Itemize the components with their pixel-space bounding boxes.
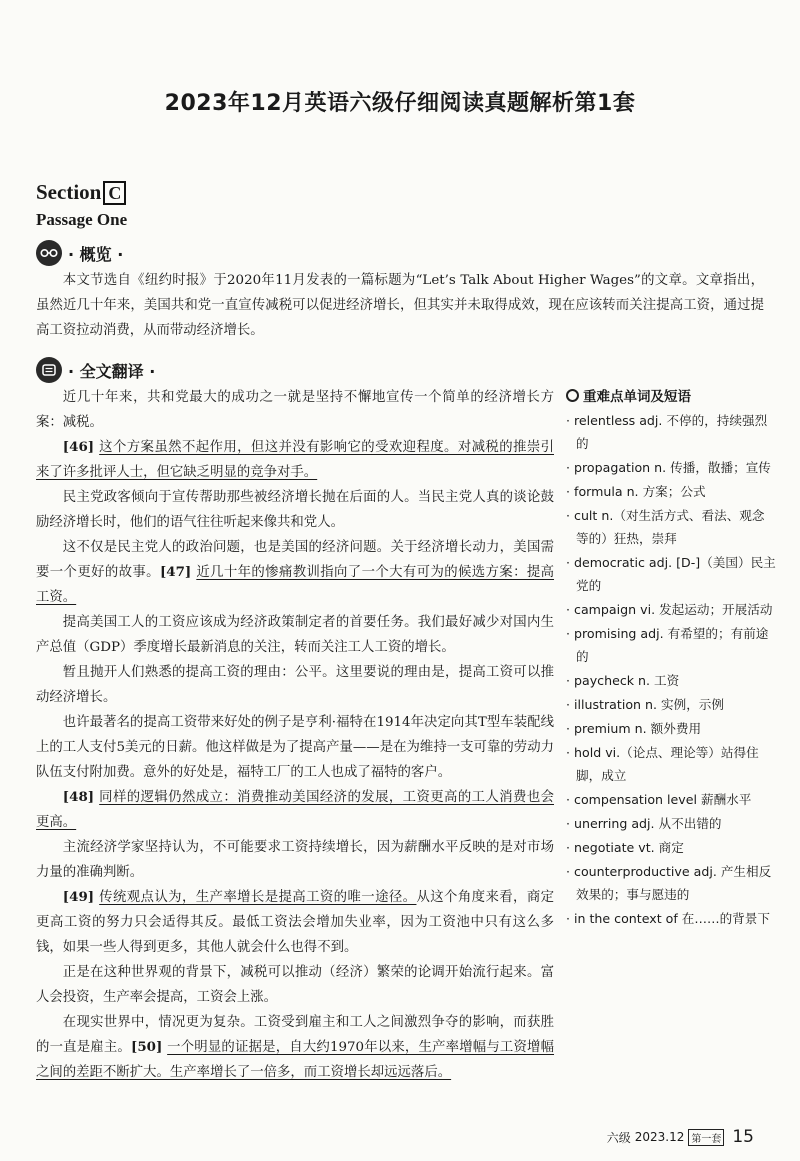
paragraph-text: 民主党政客倾向于宣传帮助那些被经济增长抛在后面的人。当民主党人真的谈论鼓励经济增长时，他们的语气往往听起来像共和党人。	[36, 490, 554, 530]
translation-paragraph	[36, 710, 554, 785]
page-title: 2023年12月英语六级仔细阅读真题解析第1套	[164, 91, 636, 116]
vocab-item: · negotiate vt. 商定	[566, 836, 776, 859]
answer-underlined-text: 近几十年的惨痛教训指向了一个大有可为的候选方案：提高工资。	[36, 565, 555, 605]
vocab-item: · cult n.（对生活方式、看法、观念等的）狂热，崇拜	[566, 504, 776, 550]
paragraph-text: 近几十年来，共和党最大的成功之一就是坚持不懈地宣传一个简单的经济增长方案：减税。	[36, 390, 554, 430]
vocab-item: · propagation n. 传播，散播；宣传	[566, 456, 776, 479]
answer-underlined-text: 传统观点认为，生产率增长是提高工资的唯一途径。	[99, 890, 417, 905]
page-footer	[607, 1127, 754, 1147]
document-icon	[36, 357, 62, 383]
vocab-item: · counterproductive adj. 产生相反效果的；事与愿违的	[566, 860, 776, 906]
translation-paragraph	[36, 385, 554, 435]
target-icon	[566, 389, 579, 402]
overview-header	[36, 240, 123, 266]
vocab-heading: 重难点单词及短语	[583, 389, 691, 405]
question-number: [47]	[159, 564, 197, 580]
translation-paragraph	[36, 1010, 554, 1085]
vocab-item: · relentless adj. 不停的，持续强烈的	[566, 409, 776, 455]
vocab-item: · compensation level 薪酬水平	[566, 788, 776, 811]
passage-heading: Passage One	[36, 210, 128, 229]
translation-paragraph	[36, 485, 554, 535]
footer-set: 第一套	[688, 1129, 724, 1146]
translation-paragraph	[36, 435, 554, 485]
question-number: [49]	[62, 889, 100, 905]
answer-underlined-text: 同样的逻辑仍然成立：消费推动美国经济的发展，工资更高的工人消费也会更高。	[36, 790, 554, 830]
question-number: [48]	[62, 789, 100, 805]
section-heading	[36, 180, 126, 205]
vocab-sidebar	[566, 385, 776, 931]
translation-paragraph	[36, 660, 554, 710]
section-letter-box: C	[103, 181, 126, 205]
vocab-item: · democratic adj. [D-]（美国）民主党的	[566, 551, 776, 597]
vocab-item: · hold vi.（论点、理论等）站得住脚，成立	[566, 741, 776, 787]
translation-paragraph	[36, 785, 554, 835]
glasses-icon	[36, 240, 62, 266]
translation-body	[36, 385, 554, 1085]
vocab-item: · formula n. 方案；公式	[566, 480, 776, 503]
vocab-item: · illustration n. 实例，示例	[566, 693, 776, 716]
section-label: Section	[36, 180, 102, 204]
question-number: [46]	[62, 439, 100, 455]
answer-underlined-text: 一个明显的证据是，自大约1970年以来，生产率增幅与工资增幅之间的差距不断扩大。生产率增长了一倍多，而工资增长却远远落后。	[36, 1040, 555, 1080]
paragraph-text: 在现实世界中，情况更为复杂。工资受到雇主和工人之间激烈争夺的影响，而获胜的一直是雇主。	[36, 1015, 554, 1055]
translation-paragraph	[36, 610, 554, 660]
vocab-item: · premium n. 额外费用	[566, 717, 776, 740]
paragraph-text: 正是在这种世界观的背景下，减税可以推动（经济）繁荣的论调开始流行起来。富人会投资，生产率会提高，工资会上涨。	[36, 965, 554, 1005]
translation-paragraph	[36, 885, 554, 960]
paragraph-text: 提高美国工人的工资应该成为经济政策制定者的首要任务。我们最好减少对国内生产总值（GDP）季度增长最新消息的关注，转而关注工人工资的增长。	[36, 615, 554, 655]
overview-text: 本文节选自《纽约时报》于2020年11月发表的一篇标题为“Let’s Talk About Higher Wages”的文章。文章指出，虽然近几十年来，美国共和党一直宣传减税可以促进经济增长，但其实并未取得成效，现在应该转而关注提高工资，通过提高工资拉动消费，从而带动经济增长。	[36, 273, 764, 338]
overview-heading: · 概览 ·	[68, 244, 124, 264]
vocab-header	[566, 385, 776, 405]
vocab-item: · in the context of 在……的背景下	[566, 907, 776, 930]
vocab-item: · campaign vi. 发起运动；开展活动	[566, 598, 776, 621]
paragraph-text: 从这个角度来看，商定更高工资的努力只会适得其反。最低工资法会增加失业率，因为工资池中只有这么多钱，如果一些人得到更多，其他人就会什么也得不到。	[36, 890, 555, 955]
translation-paragraph	[36, 835, 554, 885]
translation-paragraph	[36, 960, 554, 1010]
paragraph-text: 暂且抛开人们熟悉的提高工资的理由：公平。这里要说的理由是，提高工资可以推动经济增长。	[36, 665, 554, 705]
translation-paragraph	[36, 535, 554, 610]
vocab-item: · promising adj. 有希望的；有前途的	[566, 622, 776, 668]
paragraph-text: 主流经济学家坚持认为，不可能要求工资持续增长，因为薪酬水平反映的是对市场力量的准确判断。	[36, 840, 554, 880]
question-number: [50]	[130, 1039, 168, 1055]
footer-exam: 六级	[606, 1130, 631, 1145]
paragraph-text: 也许最著名的提高工资带来好处的例子是亨利·福特在1914年决定向其T型车装配线上的工人支付5美元的日薪。他这样做是为了提高产量——是在为维持一支可靠的劳动力队伍支付附加费。意外的好处是，福特工厂的工人也成了福特的客户。	[36, 715, 554, 780]
translation-heading: · 全文翻译 ·	[68, 361, 156, 381]
answer-underlined-text: 这个方案虽然不起作用，但这并没有影响它的受欢迎程度。对减税的推崇引来了许多批评人士，但它缺乏明显的竞争对手。	[36, 440, 554, 480]
footer-date: 2023.12	[634, 1130, 685, 1144]
paragraph-text: 这不仅是民主党人的政治问题，也是美国的经济问题。关于经济增长动力，美国需要一个更好的故事。	[36, 540, 554, 580]
translation-header	[36, 357, 155, 383]
vocab-list	[566, 409, 776, 930]
page-number: 15	[732, 1127, 754, 1147]
vocab-item: · paycheck n. 工资	[566, 669, 776, 692]
vocab-item: · unerring adj. 从不出错的	[566, 812, 776, 835]
